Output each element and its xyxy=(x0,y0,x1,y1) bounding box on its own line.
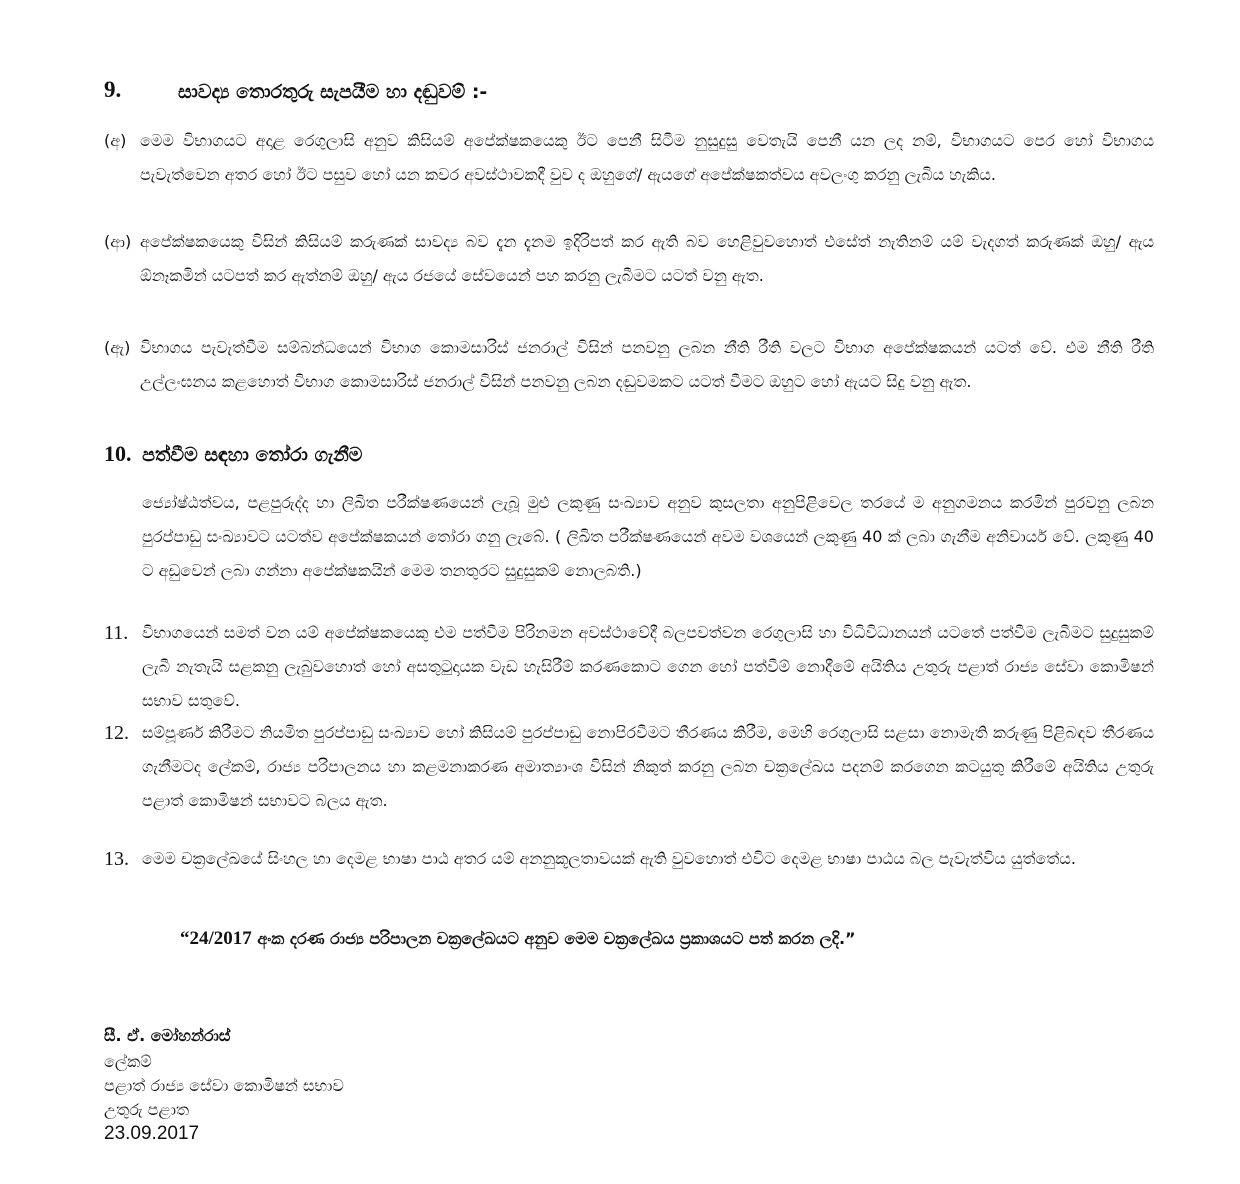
quote-text: අංක දරණ රාජ්‍ය පරිපාලන චක්‍රලේඛයට අනුව මෙම චක්‍රලේඛය ප්‍රකාශයට පත් කරන ලදි.” xyxy=(251,929,856,948)
signatory-name: සී. ඒ. මෝහන්රාස් xyxy=(104,1026,231,1045)
section-9-title: සාවද්‍ය තොරතුරු සැපයීම හා දඬුවම් :- xyxy=(178,81,488,103)
item-text: විභාගය පැවැත්වීම සම්බන්ධයෙන් විභාග කොමසාරිස් ජනරාල් විසින් පනවනු ලබන නීති රීති වලට විභාග අපේක්ෂකයන් යටත් වේ. එම නීති රීති උල්ලංඝනය කළහොත් විභාග කොමසාරිස් ජනරාල් විසින් පනවනු ලබන දඬුවමකට යටත් වීමට ඔහුට හෝ ඇයට සිදු වනු ඇත. xyxy=(140,338,1154,391)
circular-reference-quote xyxy=(180,926,980,952)
section-9-number: 9. xyxy=(104,77,122,102)
section-12 xyxy=(104,716,1154,852)
section-11-text: විභාගයෙන් සමත් වන යම් අපේක්ෂකයෙකු එම පත්වීම පිරිනමන අවස්ථාවේදී බලපවත්වන රෙගුලාසි හා විධිවිධානයන් යටතේ පත්වීම ලැබීමට සුදුසුකම් ලැබී නැතැයි සළකනු ලැබුවහොත් හෝ අසතුටුදායක වැඩ හැසිරීම් කරණකොට ගෙන හෝ පත්වීම් නොදීමේ අයිතිය උතුරු පළාත් රාජ්‍ය සේවා කොමිෂන් සභාව සතුවේ. xyxy=(142,623,1154,710)
section-11-number: 11. xyxy=(104,622,129,644)
section-13-number: 13. xyxy=(104,848,129,870)
item-text: අපේක්ෂකයෙකු විසින් කිසියම් කරුණක් සාවද්‍ය බව දැන දැනම ඉදිරිපත් කර ඇති බව හෙළිවුවහොත් එසේත් නැතිනම් යම් වැදගත් කරුණක් ඔහු/ ඇය ඕනෑකමින් යටපත් කර ඇත්නම් ඔහු/ ඇය රජයේ සේවයෙන් පහ කරනු ලැබීමට යටත් වනු ඇත. xyxy=(140,232,1154,285)
section-9-item-ae xyxy=(104,331,1154,435)
section-9-item-a xyxy=(104,124,1154,228)
section-12-text: සම්පූර්ණ කිරීමට නියමිත පුරප්පාඩු සංඛ්‍යාව හෝ කිසියම් පුරප්පාඩු නොපිරවීමට තීරණය කිරීම, මෙහි රෙගුලාසි සළසා නොමැති කරුණු පිළිබඳව තීරණය ගැනීමටද ලේකම්, රාජ්‍ය පරිපාලනය හා කළමනාකරණ අමාත්‍යාංශ විසින් නිකුත් කරනු ලබන චක්‍රලේඛය පදනම් කරගෙන කටයුතු කිරීමේ අයිතිය උතුරු පළාත් කොමිෂන් සභාවට බලය ඇත. xyxy=(142,723,1154,810)
signatory-province: උතුරු පළාත xyxy=(104,1100,189,1119)
section-13 xyxy=(104,842,1154,912)
section-12-number: 12. xyxy=(104,722,129,744)
signatory-title: ලේකම් xyxy=(104,1052,152,1071)
section-10-text: ජ්‍යෝෂ්ඨත්වය, පළපුරුද්ද හා ලිඛිත පරීක්ෂණයෙන් ලැබූ මුළු ලකුණු සංඛ්‍යාව අනුව කුසලතා අනුපිළිවෙල තරයේ ම අනුගමනය කරමින් පුරවනු ලබන පුරප්පාඩු සංඛ්‍යාවට යටත්ව අපේක්ෂකයන් තෝරා ගනු ලැබේ. ( ලිඛිත පරීක්ෂණයෙන් අවම වශයෙන් ලකුණු 40 ක් ලබා ගැනීම අනිවාර්ය වේ. ලකුණු 40 ට අඩුවෙන් ලබා ගන්නා අපේක්ෂකයින් මෙම තනතුරට සුදුසුකම් නොලබති.) xyxy=(142,493,1154,580)
section-11 xyxy=(104,616,1154,720)
section-10-title: පත්වීම සඳහා තෝරා ගැනීම xyxy=(142,444,363,466)
section-10-body xyxy=(142,486,1154,624)
section-9-item-aa xyxy=(104,225,1154,329)
circular-number: 24/2017 xyxy=(189,928,252,949)
quote-open-mark: “ xyxy=(180,928,190,949)
section-10-heading xyxy=(104,442,362,467)
section-13-text: මෙම චක්‍රලේඛයේ සිංහල හා දෙමළ භාෂා පාඨ අතර යම් අනනුකූලතාවයක් ඇති වුවහොත් එවිට දෙමළ භාෂා පාඨය බල පැවැත්විය යුත්තේය. xyxy=(142,849,1076,868)
section-10-number: 10. xyxy=(104,441,132,466)
document-date: 23.09.2017 xyxy=(104,1123,200,1144)
item-marker: (ආ) xyxy=(104,232,132,251)
signatory-office: පළාත් රාජ්‍ය සේවා කොමිෂන් සභාව xyxy=(104,1076,344,1095)
item-marker: (ඇ) xyxy=(104,338,131,357)
item-text: මෙම විභාගයට අදාළ රෙගුලාසි අනුව කිසියම් අපේක්ෂකයෙකු ඊට පෙනී සිටීම නුසුදුසු වෙතැයි පෙනී යන ලද නම්, විභාගයට පෙර හෝ විභාගය පැවැත්වෙන අතර හෝ ඊට පසුව හෝ යන කවර අවස්ථාවකදී වුව ද ඔහුගේ/ ඇයගේ අපේක්ෂකත්වය අවලංගු කරනු ලැබිය හැකිය. xyxy=(140,131,1154,184)
item-marker: (අ) xyxy=(104,131,127,150)
